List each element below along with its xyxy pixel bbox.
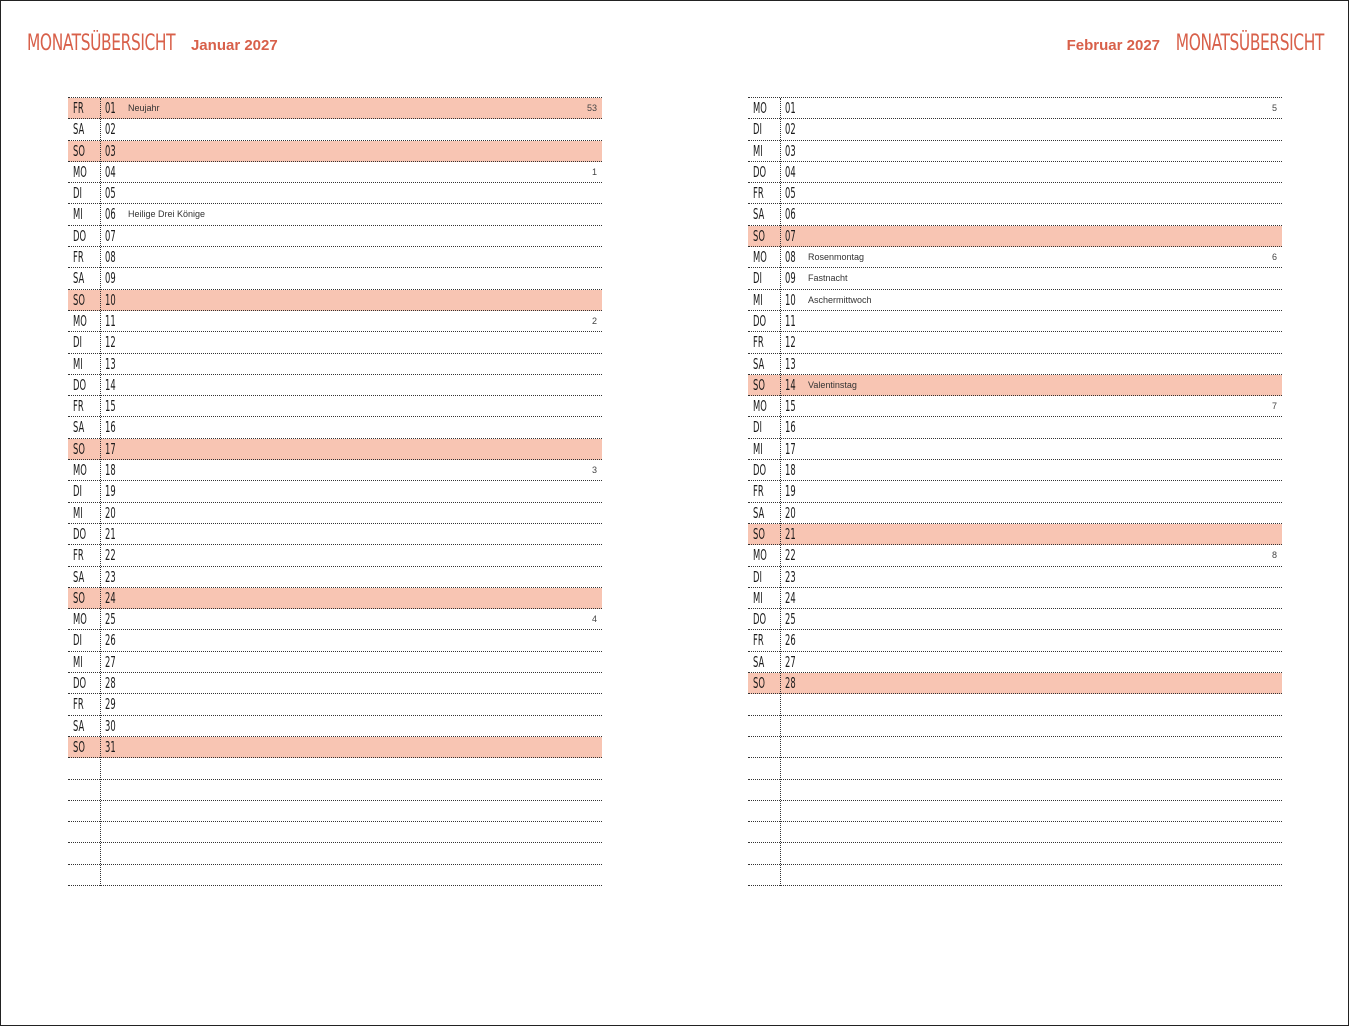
- weekday-label: SA: [73, 567, 85, 586]
- weekday-label: MO: [753, 248, 767, 267]
- weekday-label: SO: [753, 226, 765, 245]
- day-row[interactable]: [68, 588, 602, 609]
- day-number: 26: [105, 631, 116, 650]
- day-row[interactable]: [748, 119, 1282, 140]
- day-row[interactable]: [68, 630, 602, 651]
- weekday-label: DI: [753, 269, 762, 288]
- weekday-label: MI: [73, 354, 83, 373]
- day-row[interactable]: [68, 162, 602, 183]
- weekday-label: MO: [73, 162, 87, 181]
- day-number: 13: [785, 354, 796, 373]
- day-number: 08: [105, 248, 116, 267]
- holiday-label: Neujahr: [128, 103, 160, 113]
- day-row[interactable]: [68, 119, 602, 140]
- left-month-label: Januar 2027: [190, 37, 278, 54]
- weekday-label: SA: [73, 120, 85, 139]
- blank-row[interactable]: [68, 780, 602, 801]
- day-row[interactable]: [748, 396, 1282, 417]
- blank-row[interactable]: [68, 822, 602, 843]
- weekday-label: SO: [73, 141, 85, 160]
- right-page-title: MONATSÜBERSICHT: [1175, 31, 1324, 56]
- day-row[interactable]: [68, 375, 602, 396]
- day-number: 15: [785, 397, 796, 416]
- blank-row[interactable]: [748, 843, 1282, 864]
- week-number: 2: [591, 315, 597, 326]
- weekday-label: MI: [73, 503, 83, 522]
- day-number: 15: [105, 397, 116, 416]
- week-number: 4: [591, 614, 597, 625]
- weekday-label: MI: [753, 588, 763, 607]
- weekday-label: SA: [73, 716, 85, 735]
- weekday-label: SO: [753, 375, 765, 394]
- day-row[interactable]: [748, 226, 1282, 247]
- day-number: 21: [785, 524, 796, 543]
- weekday-label: MI: [753, 290, 763, 309]
- day-number: 23: [785, 567, 796, 586]
- weekday-label: SO: [73, 588, 85, 607]
- day-number: 18: [785, 461, 796, 480]
- blank-row[interactable]: [68, 758, 602, 779]
- blank-row[interactable]: [748, 716, 1282, 737]
- week-number: 5: [1271, 103, 1277, 113]
- blank-row[interactable]: [748, 822, 1282, 843]
- day-row[interactable]: [68, 204, 602, 225]
- blank-row[interactable]: [748, 865, 1282, 886]
- weekday-label: MO: [73, 610, 87, 629]
- weekday-label: MI: [73, 652, 83, 671]
- day-number: 24: [105, 588, 116, 607]
- day-row[interactable]: [68, 417, 602, 438]
- day-row[interactable]: [68, 503, 602, 524]
- day-number: 03: [785, 141, 796, 160]
- weekday-label: FR: [73, 248, 84, 267]
- weekday-label: SO: [753, 524, 765, 543]
- weekday-label: SO: [73, 439, 85, 458]
- day-number: 31: [105, 737, 116, 756]
- weekday-label: SA: [753, 205, 765, 224]
- blank-row[interactable]: [68, 801, 602, 822]
- day-number: 11: [105, 311, 116, 330]
- weekday-label: FR: [73, 397, 84, 416]
- day-number: 12: [785, 333, 796, 352]
- day-row[interactable]: [748, 268, 1282, 289]
- day-row[interactable]: [68, 567, 602, 588]
- weekday-label: SA: [73, 269, 85, 288]
- day-row[interactable]: [748, 567, 1282, 588]
- day-row[interactable]: [68, 396, 602, 417]
- left-page-title: MONATSÜBERSICHT: [27, 31, 176, 56]
- day-number: 28: [785, 674, 796, 693]
- day-row[interactable]: [748, 460, 1282, 481]
- day-number: 08: [785, 248, 796, 267]
- day-row[interactable]: [68, 290, 602, 311]
- day-row[interactable]: [748, 375, 1282, 396]
- weekday-label: DO: [753, 461, 767, 480]
- right-page-header: [1067, 31, 1324, 56]
- weekday-label: FR: [73, 695, 84, 714]
- day-number: 04: [785, 162, 796, 181]
- day-number: 21: [105, 524, 116, 543]
- day-number: 05: [785, 184, 796, 203]
- day-number: 10: [785, 290, 796, 309]
- weekday-label: FR: [753, 482, 764, 501]
- day-number: 27: [105, 652, 116, 671]
- day-row[interactable]: [748, 98, 1282, 119]
- day-number: 16: [105, 418, 116, 437]
- blank-row[interactable]: [748, 780, 1282, 801]
- january-day-list: [68, 97, 602, 886]
- blank-row[interactable]: [68, 865, 602, 886]
- weekday-label: DI: [753, 567, 762, 586]
- weekday-label: DI: [73, 631, 82, 650]
- weekday-label: MO: [753, 397, 767, 416]
- day-number: 09: [785, 269, 796, 288]
- blank-row[interactable]: [748, 801, 1282, 822]
- day-row[interactable]: [68, 311, 602, 332]
- week-number: 7: [1271, 401, 1277, 412]
- day-row[interactable]: [68, 609, 602, 630]
- day-number: 06: [785, 205, 796, 224]
- weekday-label: DI: [73, 184, 82, 203]
- day-row[interactable]: [748, 439, 1282, 460]
- weekday-label: MI: [753, 439, 763, 458]
- day-number: 25: [785, 610, 796, 629]
- week-number: 53: [586, 103, 597, 113]
- day-number: 02: [105, 120, 116, 139]
- holiday-label: Fastnacht: [808, 273, 848, 284]
- day-number: 18: [105, 461, 116, 480]
- week-number: 6: [1271, 252, 1277, 263]
- day-number: 26: [785, 631, 796, 650]
- blank-row[interactable]: [748, 737, 1282, 758]
- day-number: 19: [785, 482, 796, 501]
- day-row[interactable]: [68, 226, 602, 247]
- day-number: 22: [785, 546, 796, 565]
- day-number: 16: [785, 418, 796, 437]
- day-number: 13: [105, 354, 116, 373]
- day-row[interactable]: [748, 311, 1282, 332]
- day-number: 06: [105, 205, 116, 224]
- day-row[interactable]: [68, 460, 602, 481]
- holiday-label: Rosenmontag: [808, 252, 865, 263]
- day-row[interactable]: [68, 545, 602, 566]
- day-number: 03: [105, 141, 116, 160]
- weekday-label: FR: [753, 184, 764, 203]
- weekday-label: DO: [73, 674, 87, 693]
- weekday-label: FR: [73, 546, 84, 565]
- day-row[interactable]: [748, 588, 1282, 609]
- day-row[interactable]: [68, 694, 602, 715]
- holiday-label: Heilige Drei Könige: [128, 209, 206, 220]
- weekday-label: DO: [73, 375, 87, 394]
- day-number: 05: [105, 184, 116, 203]
- day-row[interactable]: [748, 332, 1282, 353]
- day-number: 25: [105, 610, 116, 629]
- left-page-header: [27, 31, 278, 56]
- weekday-label: MO: [753, 99, 767, 117]
- day-number: 14: [105, 375, 116, 394]
- weekday-label: DO: [753, 162, 767, 181]
- day-row[interactable]: [68, 737, 602, 758]
- day-number: 20: [785, 503, 796, 522]
- weekday-label: SA: [753, 652, 765, 671]
- day-row[interactable]: [748, 652, 1282, 673]
- day-row[interactable]: [748, 290, 1282, 311]
- weekday-label: DI: [753, 418, 762, 437]
- day-number: 10: [105, 290, 116, 309]
- day-number: 19: [105, 482, 116, 501]
- day-number: 07: [785, 226, 796, 245]
- weekday-label: MI: [753, 141, 763, 160]
- day-row[interactable]: [68, 439, 602, 460]
- day-row[interactable]: [748, 162, 1282, 183]
- day-row[interactable]: [748, 545, 1282, 566]
- day-row[interactable]: [68, 247, 602, 268]
- weekday-label: DO: [753, 311, 767, 330]
- day-number: 09: [105, 269, 116, 288]
- weekday-label: DI: [753, 120, 762, 139]
- day-number: 30: [105, 716, 116, 735]
- day-number: 12: [105, 333, 116, 352]
- weekday-label: SO: [73, 290, 85, 309]
- day-row[interactable]: [748, 417, 1282, 438]
- blank-row[interactable]: [748, 694, 1282, 715]
- day-number: 14: [785, 375, 796, 394]
- holiday-label: Aschermittwoch: [808, 294, 872, 305]
- weekday-label: MI: [73, 205, 83, 224]
- week-number: 8: [1271, 550, 1277, 561]
- day-row[interactable]: [748, 141, 1282, 162]
- day-number: 20: [105, 503, 116, 522]
- day-row[interactable]: [748, 673, 1282, 694]
- day-number: 24: [785, 588, 796, 607]
- day-row[interactable]: [68, 716, 602, 737]
- day-number: 04: [105, 162, 116, 181]
- day-row[interactable]: [748, 503, 1282, 524]
- weekday-label: FR: [753, 631, 764, 650]
- day-number: 29: [105, 695, 116, 714]
- day-row[interactable]: [68, 332, 602, 353]
- day-number: 28: [105, 674, 116, 693]
- day-row[interactable]: [68, 183, 602, 204]
- week-number: 3: [591, 465, 597, 476]
- day-number: 23: [105, 567, 116, 586]
- weekday-label: SA: [753, 503, 765, 522]
- weekday-label: MO: [73, 311, 87, 330]
- weekday-label: DI: [73, 333, 82, 352]
- weekday-label: DI: [73, 482, 82, 501]
- right-month-label: Februar 2027: [1066, 37, 1161, 54]
- day-row[interactable]: [68, 354, 602, 375]
- day-row[interactable]: [68, 524, 602, 545]
- day-number: 01: [785, 99, 796, 117]
- day-number: 02: [785, 120, 796, 139]
- day-row[interactable]: [68, 268, 602, 289]
- day-row[interactable]: [748, 204, 1282, 225]
- weekday-label: MO: [73, 461, 87, 480]
- weekday-label: FR: [753, 333, 764, 352]
- day-number: 07: [105, 226, 116, 245]
- february-day-list: [748, 97, 1282, 886]
- week-number: 1: [591, 166, 597, 177]
- day-number: 27: [785, 652, 796, 671]
- weekday-label: DO: [73, 524, 87, 543]
- weekday-label: DO: [73, 226, 87, 245]
- day-number: 11: [785, 311, 796, 330]
- weekday-label: FR: [73, 99, 84, 117]
- day-row[interactable]: [748, 354, 1282, 375]
- day-number: 17: [105, 439, 116, 458]
- weekday-label: SO: [73, 737, 85, 756]
- day-row[interactable]: [748, 247, 1282, 268]
- day-number: 01: [105, 99, 116, 117]
- weekday-label: SO: [753, 674, 765, 693]
- day-row[interactable]: [68, 141, 602, 162]
- day-row[interactable]: [68, 652, 602, 673]
- day-row[interactable]: [68, 98, 602, 119]
- day-row[interactable]: [68, 673, 602, 694]
- day-number: 17: [785, 439, 796, 458]
- day-row[interactable]: [748, 481, 1282, 502]
- weekday-label: SA: [73, 418, 85, 437]
- weekday-label: SA: [753, 354, 765, 373]
- holiday-label: Valentinstag: [808, 379, 857, 390]
- blank-row[interactable]: [748, 758, 1282, 779]
- day-row[interactable]: [748, 183, 1282, 204]
- day-row[interactable]: [748, 524, 1282, 545]
- day-row[interactable]: [68, 481, 602, 502]
- day-row[interactable]: [748, 630, 1282, 651]
- weekday-label: MO: [753, 546, 767, 565]
- day-number: 22: [105, 546, 116, 565]
- weekday-label: DO: [753, 610, 767, 629]
- blank-row[interactable]: [68, 843, 602, 864]
- day-row[interactable]: [748, 609, 1282, 630]
